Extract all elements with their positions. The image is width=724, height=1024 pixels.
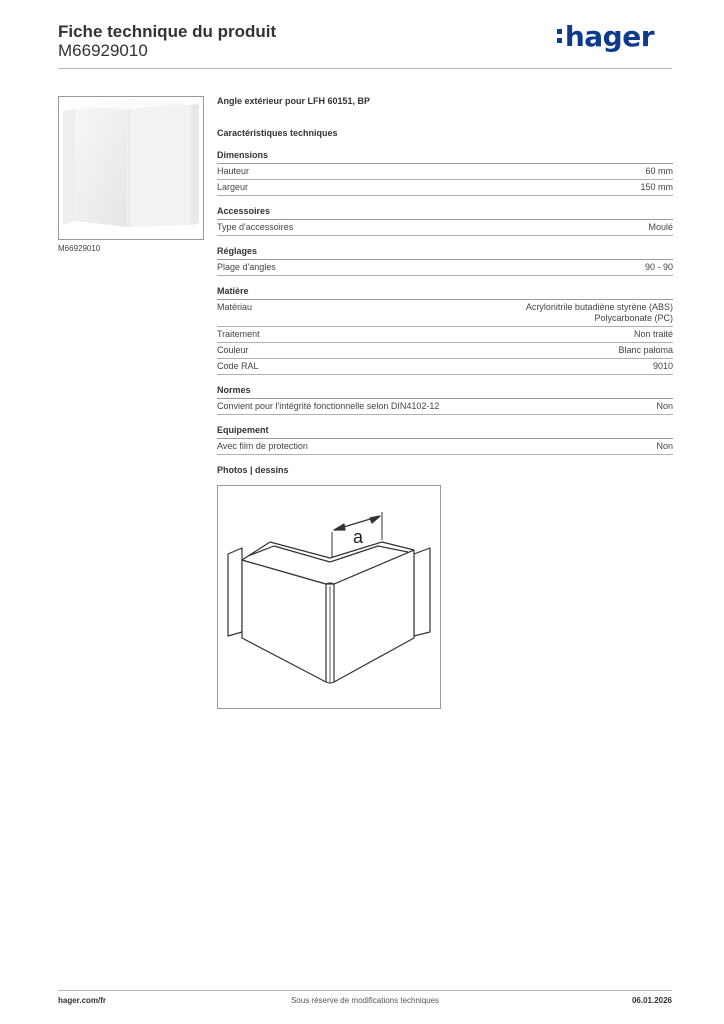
spec-value-line: Acrylonitrile butadiène styrène (ABS) (525, 302, 673, 312)
section-title: Accessoires (217, 206, 673, 220)
spec-label: Matériau (217, 302, 253, 312)
product-name: Angle extérieur pour LFH 60151, BP (217, 96, 371, 106)
footer-divider (58, 990, 672, 991)
spec-value: Non (656, 441, 673, 451)
logo-text: hager (564, 20, 654, 53)
spec-label: Largeur (217, 182, 249, 192)
logo-dots-icon (557, 29, 563, 47)
spec-value: Non (656, 401, 673, 411)
dimension-label: a (353, 527, 364, 547)
section-title: Normes (217, 385, 673, 399)
spec-label: Convient pour l'intégrité fonctionnelle selon DIN4102-12 (217, 401, 440, 411)
section-title: Dimensions (217, 150, 673, 164)
corner-drawing-icon (218, 486, 440, 708)
hager-logo (557, 20, 654, 53)
spec-value: Moulé (648, 222, 673, 232)
section-matiere (217, 286, 673, 375)
document-title: Fiche technique du produit (58, 22, 277, 41)
spec-label: Traitement (217, 329, 260, 339)
technical-drawing (217, 485, 441, 709)
spec-value (526, 302, 673, 324)
spec-label: Hauteur (217, 166, 250, 176)
spec-row (217, 300, 673, 327)
specification-block (217, 96, 673, 455)
spec-label: Code RAL (217, 361, 259, 371)
spec-row (217, 343, 673, 359)
section-equipement (217, 425, 673, 455)
spec-label: Avec film de protection (217, 441, 308, 451)
spec-row (217, 327, 673, 343)
spec-row (217, 399, 673, 415)
spec-row (217, 359, 673, 375)
footer-date: 06.01.2026 (631, 996, 672, 1005)
page-header (58, 20, 672, 70)
spec-row (217, 220, 673, 236)
spec-label: Couleur (217, 345, 249, 355)
product-reference: M66929010 (58, 41, 148, 60)
spec-row (217, 260, 673, 276)
spec-value: 9010 (652, 361, 673, 371)
section-reglages (217, 246, 673, 276)
section-title: Réglages (217, 246, 673, 260)
section-accessoires (217, 206, 673, 236)
section-dimensions (217, 150, 673, 196)
section-title: Equipement (217, 425, 673, 439)
header-divider (58, 68, 672, 69)
footer-website: hager.com/fr (58, 996, 107, 1005)
spec-value: 90 - 90 (644, 262, 673, 272)
spec-label: Plage d'angles (217, 262, 276, 272)
section-normes (217, 385, 673, 415)
spec-row (217, 439, 673, 455)
section-title: Matière (217, 286, 673, 300)
spec-row (217, 180, 673, 196)
photos-heading: Photos | dessins (217, 465, 289, 475)
spec-value-line: Polycarbonate (PC) (594, 313, 673, 323)
tech-characteristics-heading: Caractéristiques techniques (217, 128, 338, 138)
spec-value: Non traité (633, 329, 673, 339)
product-image (58, 96, 204, 240)
image-caption: M66929010 (58, 244, 101, 253)
footer-disclaimer: Sous réserve de modifications techniques (290, 996, 440, 1005)
spec-value: 150 mm (640, 182, 673, 192)
product-photo-icon (59, 97, 203, 239)
spec-row (217, 164, 673, 180)
spec-label: Type d'accessoires (217, 222, 294, 232)
spec-value: Blanc paloma (618, 345, 673, 355)
spec-value: 60 mm (645, 166, 673, 176)
